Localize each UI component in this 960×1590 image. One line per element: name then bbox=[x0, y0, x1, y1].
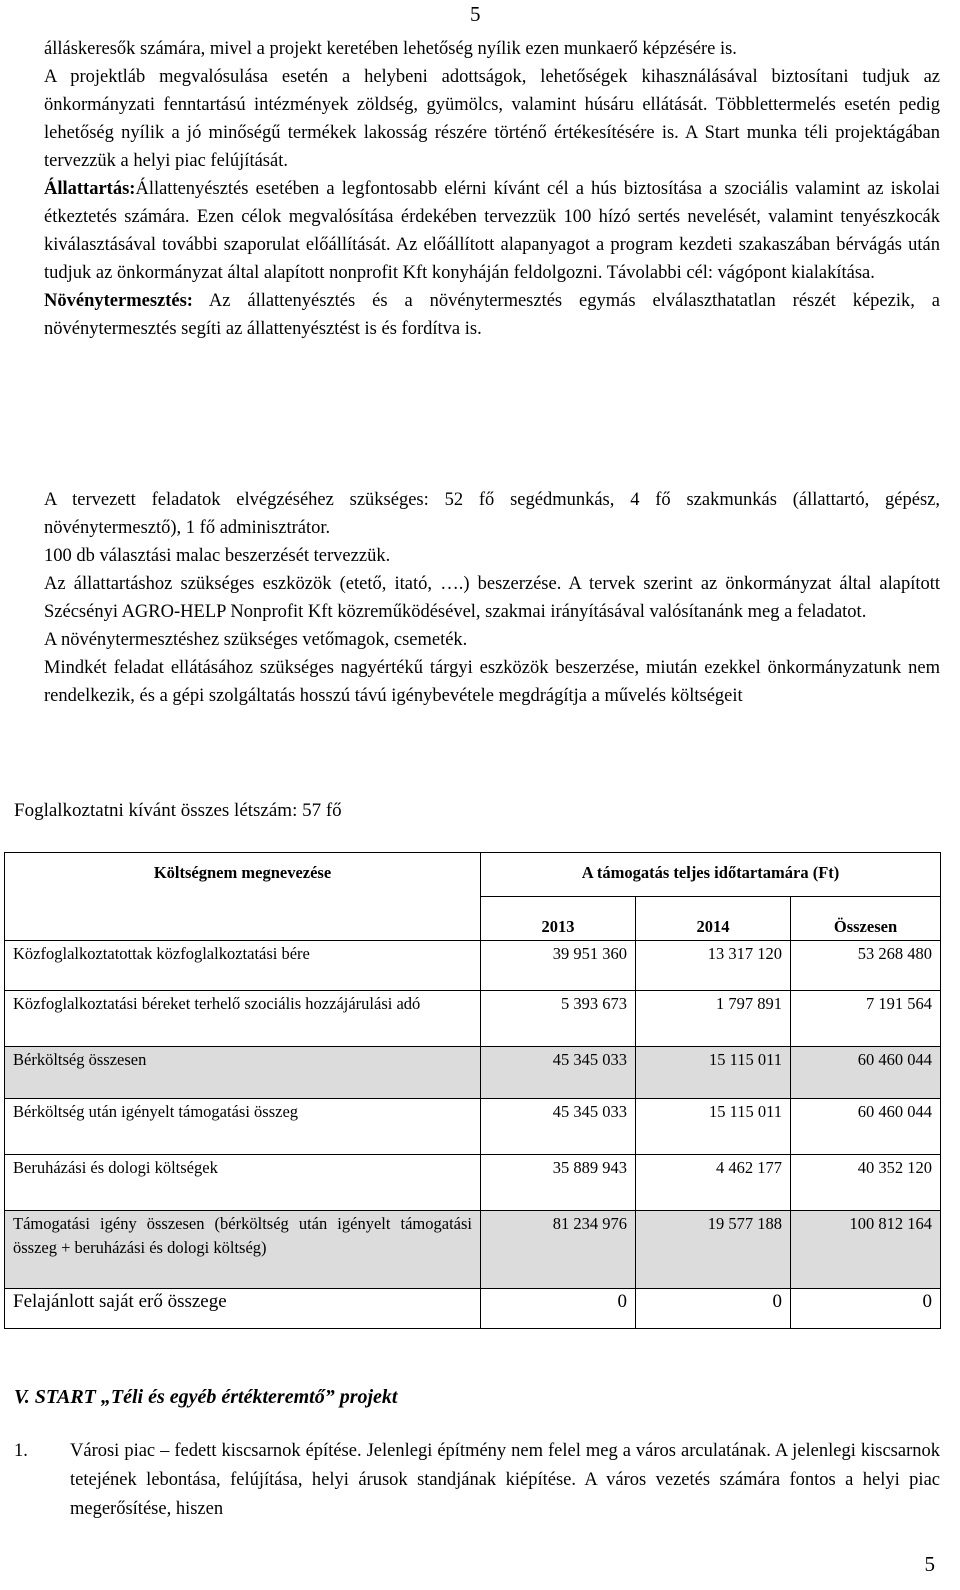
animal-husbandry-text: Állattenyésztés esetében a legfontosabb elérni kívánt cél a hús biztosítása a szociális valamint az iskolai étkeztetés számára. Ezen célok megvalósítása érdekében tervezzük 100 hízó sertés nevelését, valamint tenyészkocák kiválasztásával további szaporulat előállítását. Az előállított alapanyagot a program kezdeti szakaszában bérvágás után tudjuk az önkormányzat által alapított nonprofit Kft konyháján feldolgozni. Távolabbi cél: vágópont kialakítása. bbox=[44, 179, 940, 283]
row-label: Közfoglalkoztatási béreket terhelő szociális hozzájárulási adó bbox=[5, 991, 481, 1047]
row-label: Bérköltség után igényelt támogatási összeg bbox=[5, 1099, 481, 1155]
plan-paragraph-3: Az állattartáshoz szükséges eszközök (etető, itató, ….) beszerzése. A tervek szerint az önkormányzat által alapított Szécsényi AGRO-HELP Nonprofit Kft közreműködésével, szakmai irányításával valósítanánk meg a feladatot. bbox=[44, 574, 940, 622]
row-value-2014: 15 115 011 bbox=[636, 1047, 791, 1099]
row-value-total: 100 812 164 bbox=[791, 1211, 941, 1289]
list-item-text: Városi piac – fedett kiscsarnok építése. Jelenlegi építmény nem felel meg a város arculatának. A jelenlegi kiscsarnok tetejének lebontása, felújítása, helyi árusok standjának kiépítése. A város vezetés számára fontos a helyi piac megerősítése, hiszen bbox=[70, 1441, 940, 1519]
section-title: V. START „Téli és egyéb értékteremtő” projekt bbox=[14, 1386, 398, 1408]
row-value-total: 60 460 044 bbox=[791, 1099, 941, 1155]
row-value-total: 53 268 480 bbox=[791, 941, 941, 991]
crop-production-label: Növénytermesztés: bbox=[44, 291, 193, 311]
row-label: Támogatási igény összesen (bérköltség után igényelt támogatási összeg + beruházási és dologi költség) bbox=[5, 1211, 481, 1289]
plan-paragraph-5: Mindkét feladat ellátásához szükséges nagyértékű tárgyi eszközök beszerzése, miután ezekkel önkormányzatunk nem rendelkezik, és a gépi szolgáltatás hosszú távú igénybevétele megdrágítja a művelés költségeit bbox=[44, 658, 940, 706]
animal-husbandry-label: Állattartás: bbox=[44, 179, 136, 199]
page-number-top: 5 bbox=[470, 2, 481, 26]
row-value-2013: 0 bbox=[481, 1289, 636, 1329]
row-label: Közfoglalkoztatottak közfoglalkoztatási bére bbox=[5, 941, 481, 991]
crop-production-paragraph bbox=[44, 287, 940, 343]
table-row bbox=[5, 991, 941, 1047]
row-value-total: 60 460 044 bbox=[791, 1047, 941, 1099]
header-total: Összesen bbox=[791, 897, 941, 941]
row-value-2013: 39 951 360 bbox=[481, 941, 636, 991]
row-value-2014: 1 797 891 bbox=[636, 991, 791, 1047]
row-value-2014: 15 115 011 bbox=[636, 1099, 791, 1155]
row-value-2013: 45 345 033 bbox=[481, 1047, 636, 1099]
table-row bbox=[5, 1155, 941, 1211]
cost-table bbox=[4, 852, 941, 1329]
plan-paragraph-1: A tervezett feladatok elvégzéséhez szükséges: 52 fő segédmunkás, 4 fő szakmunkás (állattartó, gépész, növénytermesztő), 1 fő adminisztrátor. bbox=[44, 490, 940, 538]
animal-husbandry-paragraph bbox=[44, 175, 940, 287]
header-year-2013: 2013 bbox=[481, 897, 636, 941]
headcount-line: Foglalkoztatni kívánt összes létszám: 57 fő bbox=[14, 800, 342, 821]
table-row bbox=[5, 1211, 941, 1289]
table-row bbox=[5, 941, 941, 991]
row-value-total: 40 352 120 bbox=[791, 1155, 941, 1211]
header-year-2014: 2014 bbox=[636, 897, 791, 941]
row-value-2013: 5 393 673 bbox=[481, 991, 636, 1047]
row-value-2013: 45 345 033 bbox=[481, 1099, 636, 1155]
crop-production-text: Az állattenyésztés és a növénytermesztés egymás elválaszthatatlan részét képezik, a növénytermesztés segíti az állattenyésztést is és fordítva is. bbox=[44, 291, 940, 339]
table-row bbox=[5, 1047, 941, 1099]
list-item-number: 1. bbox=[14, 1441, 28, 1461]
row-value-total: 7 191 564 bbox=[791, 991, 941, 1047]
row-value-2013: 81 234 976 bbox=[481, 1211, 636, 1289]
numbered-list bbox=[14, 1437, 940, 1524]
row-value-2014: 4 462 177 bbox=[636, 1155, 791, 1211]
row-label: Beruházási és dologi költségek bbox=[5, 1155, 481, 1211]
row-value-2014: 19 577 188 bbox=[636, 1211, 791, 1289]
table-row bbox=[5, 1099, 941, 1155]
row-value-total: 0 bbox=[791, 1289, 941, 1329]
intro-section bbox=[44, 35, 940, 343]
plan-paragraph-2: 100 db választási malac beszerzését tervezzük. bbox=[44, 546, 391, 566]
intro-paragraph-2: A projektláb megvalósulása esetén a helybeni adottságok, lehetőségek kihasználásával biztosítani tudjuk az önkormányzati fenntartású intézmények zöldség, gyümölcs, valamint húsáru ellátását. Többlettermelés esetén pedig lehetőség nyílik a jó minőségű termékek lakosság részére történő értékesítésére is. A Start munka téli projektágában tervezzük a helyi piac felújítását. bbox=[44, 67, 940, 171]
plan-paragraph-4: A növénytermesztéshez szükséges vetőmagok, csemeték. bbox=[44, 630, 468, 650]
row-value-2013: 35 889 943 bbox=[481, 1155, 636, 1211]
row-value-2014: 0 bbox=[636, 1289, 791, 1329]
row-label: Bérköltség összesen bbox=[5, 1047, 481, 1099]
intro-paragraph-1: álláskeresők számára, mivel a projekt keretében lehetőség nyílik ezen munkaerő képzésére is. bbox=[44, 39, 737, 59]
header-cost-type: Költségnem megnevezése bbox=[5, 853, 481, 941]
plan-section bbox=[44, 486, 940, 710]
row-value-2014: 13 317 120 bbox=[636, 941, 791, 991]
table-row bbox=[5, 1289, 941, 1329]
header-period: A támogatás teljes időtartamára (Ft) bbox=[481, 853, 941, 897]
page-number-bottom: 5 bbox=[924, 1552, 935, 1576]
row-label: Felajánlott saját erő összege bbox=[5, 1289, 481, 1329]
